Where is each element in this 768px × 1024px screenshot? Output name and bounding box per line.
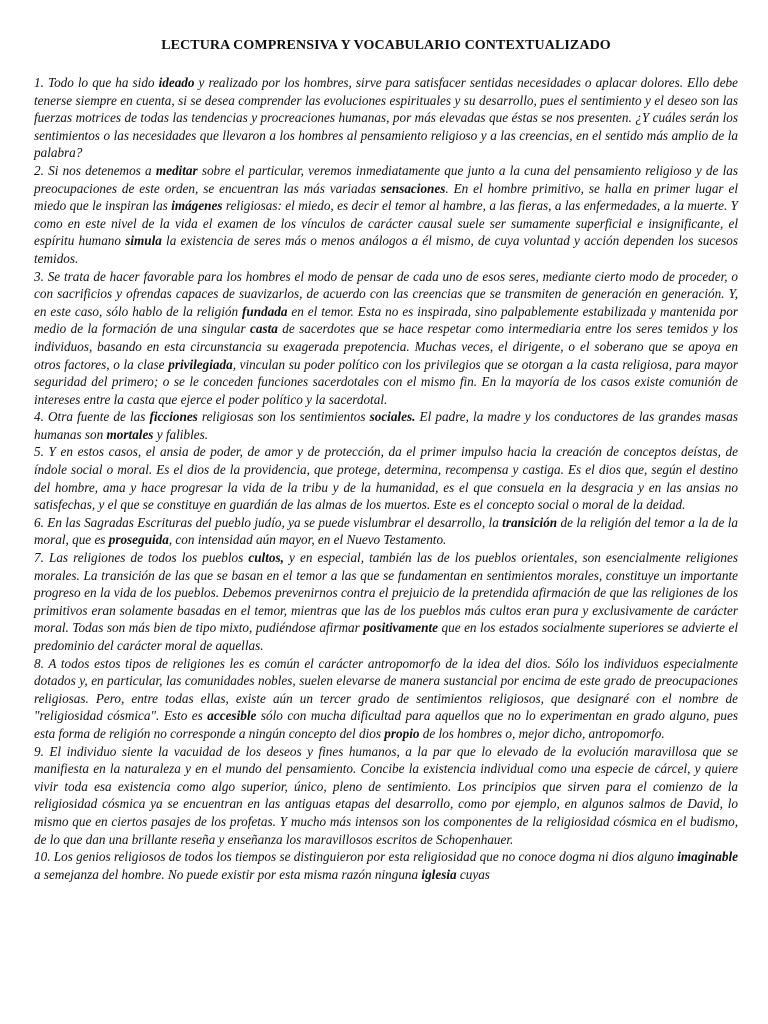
paragraph-text: 3. Se trata de hacer favorable para los hombres el modo de pensar de cada uno de esos seres, mediante cierto modo de proceder, o con sacrificios y ofrendas capaces de suavizarlos, de acuerdo con las creencias que se transmiten de generación en generación. Y, en este caso, sólo hablo de la religión [34,268,738,319]
document-title: LECTURA COMPRENSIVA Y VOCABULARIO CONTEXTUALIZADO [161,38,611,53]
paragraph-text: religiosas: el miedo, es decir el temor al hambre, a las fieras, a las enfermedades, a la muerte. Y como en este nivel de la vida el examen de los vínculos de carácter causal suele ser sumamente superficial e insignificante, el espíritu humano [34,198,738,249]
paragraph-text: que en los estados socialmente superiores se advierte el predominio del carácter moral de aquellas. [34,620,738,653]
paragraph-text: El padre, la madre y los conductores de las grandes masas humanas son [34,409,738,442]
paragraph-text: 6. En las Sagradas Escrituras del pueblo judío, ya se puede vislumbrar el desarrollo, la [34,514,503,530]
paragraph-text: y en especial, también las de los pueblos orientales, son esencialmente religiones morales. La transición de las que se basan en el temor a las que se fundamentan en sentimientos morales, constituye un importante progreso en la vida de los pueblos. Debemos prevenirnos contra el prejuicio de la pretendida afirmación de que las religiones de los primitivos eran solamente basadas en el temor, mientras que las de los pueblos más cultos eran pura y exclusivamente de carácter moral. Todas son más bien de tipo mixto, pudiéndose afirmar [34,550,738,636]
paragraph-1 [34,74,738,162]
vocabulary-word: meditar [155,162,198,178]
paragraph-text: y falibles. [153,426,209,442]
paragraph-text: , vinculan su poder político con los privilegios que se otorgan a la casta religiosa, para mayor seguridad del primero; o se le conceden funciones sacerdotales con el mismo fin. En la mayoría de los casos existe comunión de intereses entre la casta que ejerce el poder político y la sacerdotal. [34,356,739,407]
vocabulary-word: positivamente [363,620,438,636]
paragraph-6 [34,514,738,549]
paragraph-text: la existencia de seres más o menos análogos a él mismo, de cuya voluntad y acción dependen los sucesos temidos. [34,233,738,266]
paragraph-text: 1. Todo lo que ha sido [34,75,159,90]
vocabulary-word: ideado [158,75,195,90]
vocabulary-word: imaginable [677,849,738,865]
paragraph-3 [34,268,738,409]
paragraph-text: 7. Las religiones de todos los pueblos [34,550,249,566]
paragraph-text: 2. Si nos detenemos a [34,162,156,178]
vocabulary-word: sensaciones [380,180,446,196]
paragraph-text: 5. Y en estos casos, el ansia de poder, de amor y de protección, da el primer impulso hacia la creación de conceptos deístas, de índole social o moral. Es el dios de la providencia, que protege, determina, recompensa y castiga. Es el dios que, según el destino del hombre, ama y hace progresar la vida de la tribu y de la humanidad, es el que consuela en la desgracia y en las ansias no satisfechas, y el que se constituye en guardián de las almas de los muertos. Este es el concepto social o moral de la deidad. [34,444,738,513]
vocabulary-word: cultos, [248,550,284,566]
vocabulary-word: propio [384,725,420,741]
paragraph-text: a semejanza del hombre. No puede existir por esta misma razón ninguna [34,866,422,882]
paragraph-text: 10. Los genios religiosos de todos los tiempos se distinguieron por esta religiosidad que no conoce dogma ni dios alguno [34,849,678,865]
paragraph-7 [34,549,738,655]
paragraph-text: 4. Otra fuente de las [34,409,150,425]
vocabulary-word: accesible [207,708,257,724]
vocabulary-word: sociales. [369,409,416,425]
vocabulary-word: simula [125,233,162,249]
paragraph-text: de la religión del temor a la de la moral, que es [34,514,738,548]
paragraph-text: sobre el particular, veremos inmediatamente que junto a la cuna del pensamiento religioso y de las preocupaciones de este orden, se encuentran las más variadas [34,162,738,196]
vocabulary-word: proseguida [108,532,169,548]
vocabulary-word: privilegiada [168,356,233,372]
vocabulary-word: fundada [242,303,288,319]
paragraph-text: de sacerdotes que se hace respetar como intermediaria entre los seres temidos y los individuos, basando en esta circunstancia su exagerada prepotencia. Muchas veces, el dirigente, o el soberano que se apoya en otros factores, o la clase [34,321,738,372]
vocabulary-word: ficciones [149,409,198,425]
vocabulary-word: iglesia [421,866,457,882]
paragraph-text: 8. A todos estos tipos de religiones les es común el carácter antropomorfo de la idea del dios. Sólo los individuos especialmente dotados y, en particular, las comunidades nobles, suelen elevarse de manera sustancial por encima de este grado de preocupaciones religiosas. Pero, entre todas ellas, existe aún un tercer grado de sentimientos religiosos, que designaré con el nombre de "religiosidad cósmica". Esto es [34,655,738,724]
paragraph-text: 9. El individuo siente la vacuidad de los deseos y fines humanos, a la par que lo elevado de la evolución maravillosa que se manifiesta en la naturaleza y en el mundo del pensamiento. Concibe la existencia individual como una especie de cárcel, y quiere vivir toda esa existencia como algo superior, único, pleno de sentimiento. Los principios que sirven para el comienzo de la religiosidad cósmica ya se encuentran en las antiguas etapas del desarrollo, como por ejemplo, en algunos salmos de David, lo mismo que en ciertos pasajes de los profetas. Y mucho más intensos son los componentes de la religiosidad cósmica en el budismo, de lo que dan una brillante reseña y enseñanza los maravillosos escritos de Schopenhauer. [34,743,738,847]
paragraph-text: religiosas son los sentimientos [197,409,370,425]
paragraph-4 [34,408,738,443]
paragraph-text: , con intensidad aún mayor, en el Nuevo Testamento. [168,532,447,548]
paragraph-text: cuyas [456,866,490,882]
paragraph-text: de los hombres o, mejor dicho, antropomorfo. [419,725,665,741]
vocabulary-word: casta [250,321,278,337]
document-body [34,74,738,883]
vocabulary-word: mortales [106,426,154,442]
vocabulary-word: imágenes [171,198,223,214]
paragraph-8 [34,655,738,743]
paragraph-text: . En el hombre primitivo, se halla en primer lugar el miedo que le inspiran las [34,180,738,214]
vocabulary-word: transición [502,514,558,530]
paragraph-2 [34,162,738,268]
paragraph-10 [34,848,738,883]
paragraph-9 [34,743,738,849]
paragraph-text: y realizado por los hombres, sirve para satisfacer sentidas necesidades o aplacar dolores. Ello debe tenerse siempre en cuenta, si se desea comprender las evoluciones espirituales y su desarrollo, pues el sentimiento y el deseo son las fuerzas motrices de todas las tendencias y procreaciones humanas, por más elevadas que éstas se nos presenten. ¿Y cuáles serán los sentimientos o las necesidades que llevaron a los hombres al pensamiento religioso y a las creencias, en el sentido más amplio de la palabra? [34,75,738,161]
paragraph-text: en el temor. Esta no es inspirada, sino palpablemente estabilizada y mantenida por medio de la formación de una singular [34,303,738,337]
paragraph-5 [34,443,738,513]
paragraph-text: sólo con mucha dificultad para aquellos que no lo experimentan en grado alguno, pues esta forma de religión no corresponde a ningún concepto del dios [34,708,738,741]
